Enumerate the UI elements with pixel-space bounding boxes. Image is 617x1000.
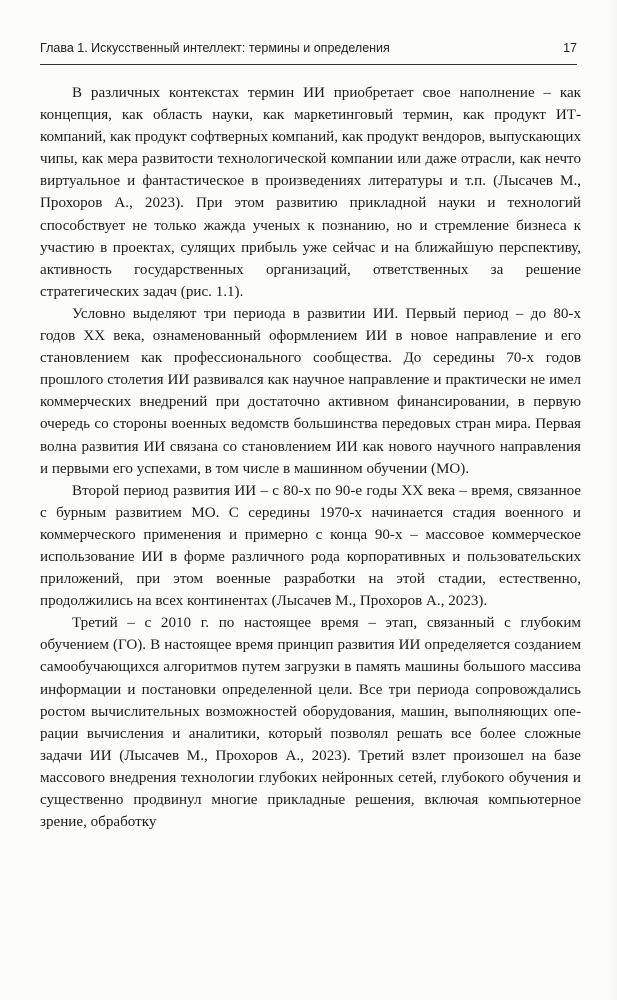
paragraph-1: В различных контекстах термин ИИ приобретает свое наполнение – как концепция, как область науки, как маркетинговый термин, как продукт ИТ-компаний, как продукт софтверных компаний, как продукт вендоров, выпускающих чипы, как мера развитости технологической компании или даже отрасли, как нечто виртуальное и фантастическое в произведениях литературы и т.п. (Лысачев М., Прохоров А., 2023). При этом развитию прикладной науки и технологий способствует не только жажда ученых к познанию, но и стремление бизнеса к участию в проектах, сулящих прибыль уже сейчас и на ближайшую перспективу, активность государственных организаций, ответственных за решение стратегических задач (рис. 1.1). xyxy=(40,85,581,300)
paragraph-2: Условно выделяют три периода в развитии ИИ. Первый период – до 80-х годов ХХ века, ознаменованный оформлением ИИ в новое направление и его становлением как профессионального сообщества. До середины 70-х годов прошлого столетия ИИ развивался как научное направление и практически не имел коммерческих внедрений при достаточно активном финансировании, в первую очередь со стороны военных ведомств большинства передовых стран мира. Первая волна развития ИИ связана со становлением ИИ как нового научного направления и первыми его успехами, в том числе в машинном обучении (МО). xyxy=(40,305,581,477)
chapter-title: Глава 1. Искусственный интеллект: термины и определения xyxy=(40,41,390,55)
paragraph-3: Второй период развития ИИ – с 80-х по 90-е годы ХХ века – время, связанное с бурным развитием МО. С середины 1970-х начинается стадия военного и коммерческого применения и примерно с конца 90-х – массовое коммерческое использование ИИ в форме различного рода корпоративных и пользовательских приложений, при этом военные разработки на этой стадии, естественно, продолжились на всех континентах (Лысачев М., Прохоров А., 2023). xyxy=(40,482,581,610)
paragraph-4: Третий – с 2010 г. по настоящее время – этап, связанный с глубоким обучением (ГО). В настоящее время принцип развития ИИ определяется созданием самообучающихся алгоритмов путем загрузки в память машины большого массива информации и постановки определенной цели. Все три периода сопровождались ростом вычислительных возможностей оборудования, машин, выполняющих операции вычисления и аналитики, который позволял решать все более сложные задачи ИИ (Лысачев М., Прохоров А., 2023). Третий взлет произошел на базе массового внедрения технологии глубоких нейронных сетей, глубокого обучения и существенно продвинул многие прикладные решения, включая компьютерное зрение, обработку xyxy=(40,615,581,831)
page-number: 17 xyxy=(563,41,577,55)
header-rule xyxy=(40,64,577,65)
body-text xyxy=(40,82,581,833)
page-edge-shadow xyxy=(609,0,617,1000)
running-head xyxy=(40,41,577,59)
